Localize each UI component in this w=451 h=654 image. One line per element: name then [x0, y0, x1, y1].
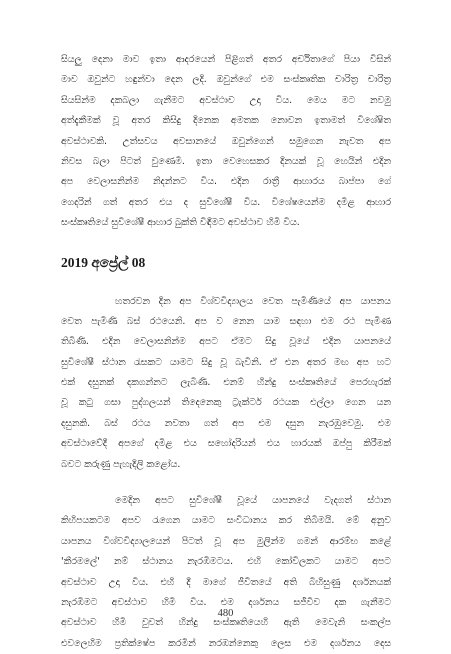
paragraph-1	[61, 50, 391, 234]
text-line: හතරවන දින අප විශ්වවිද්‍යාලය වෙත පැමිණියේ අප යාපනය	[115, 295, 391, 307]
text-line: ගෙදරින් ගත් අතර එය ද සුවිශේෂී විය. විශේෂයෙන්ම දමිළ ආහාර	[61, 196, 391, 208]
paragraph-2	[61, 292, 391, 476]
text-line: 'කීරමලේ' නම් ස්ථානය නැරඹීමටය. එහි කෝවිලකට යාමට අපට	[61, 556, 391, 568]
text-line: අවස්ථාවකි. උත්සවය අවසානයේ ඔවුන්ගෙන් සමුගෙන නැවත අප	[61, 135, 391, 147]
text-line: යාපනය විශ්වවිද්‍යාලයෙන් පිටත් වූ අප මුලින්ම ගමන් ආරම්භ කළේ	[61, 535, 391, 547]
page-content	[61, 50, 391, 654]
text-line: අවස්ථාව උදා විය. එහි දී මාගේ ජීවිතයේ අති බිහිසුණු දර්ශනයක්	[61, 576, 391, 588]
text-line: අත්දැකීමක් වූ අතර කිසිදු දිනෙක අමතක නොවන ඉතාමත් විශේෂිත	[61, 115, 391, 127]
date-heading: 2019 අප්‍රේල් 08	[61, 254, 146, 270]
text-line: වෙත පැමිණි බස් රථයෙනි. අප ව නෙන යාම සඳහා එම රථ පැමිණ	[61, 315, 391, 327]
paragraph-3	[61, 491, 391, 654]
text-line: නැරඹීමට අවස්ථාව හිමි විය. එම දර්ශනය සජීවීව දක ගැනීමට	[61, 596, 391, 608]
text-line: දසුනකි. බස් රථය නවතා ගත් අප එම දසුන නැරඹුවෙමු. එම	[61, 417, 391, 429]
text-line: සියසින්ම දකබලා ගැනීමට අවස්ථාව උදා විය. මෙය මට නවමු	[61, 94, 391, 106]
text-line: වූ කටු ගසා පුද්ගලයන් තිදෙනෙකු ට්‍රැක්ටර් රථයක එල්ලා ගෙන යන	[61, 397, 391, 409]
text-line: කිහිපයකටම අපව රැගෙන යාමට සංවිධානය කර තිබීමයි. මේ අනුව	[61, 515, 391, 527]
text-line: තිබිණි. එදින වෙලාසනින්ම අපට ඒමට සිදු වූයේ එදින යාපනයේ	[61, 336, 391, 348]
text-line: එවලෙහිම ප්‍රතික්ෂේප කරමින් නරඹන්නෙකු ලෙස එම දර්ශනය දෙස	[61, 637, 391, 649]
text-line: බවට කරුණු පැහැදිලි කළෝය.	[61, 458, 181, 470]
text-line: අවස්ථාව හිමි වුවත් හින්දු සංස්කෘතියෙහි ඇති මෙවැනි සංකල්ප	[61, 617, 391, 629]
text-line: මෙදින අපට සුවිශේෂී වූයේ යාපනයේ වැදගත් ස්ථාන	[115, 495, 391, 507]
text-line: සුවිශේෂී ස්ථාන රැසකට යාමට සිදු වූ බැවිනි. ඒ එන අතර මඟ අප හට	[61, 356, 391, 368]
page-number: 480	[217, 608, 234, 619]
text-line: අප වෙලාසනින්ම නිදන්නට විය. එදින රාත්‍රී ආහාරය බාප්පා ගේ	[61, 176, 391, 188]
text-line: එක් දසුනක් දකගන්නට ලැබිණි. එනම් හින්දු සංස්කෘතියේ පෙරහැරක්	[61, 377, 391, 389]
text-line: මාව ඔවුන්ට හඳුන්වා දෙන ලදි. ඔවුන්ගේ එම සංස්කෘතික චාරිත්‍ර චාරිත්‍ර	[61, 74, 391, 86]
text-line: නිවස බලා පිටත් වුණෙමි. ඉතා වෙහෙසකර දිනයක් වූ හෙයින් එදින	[61, 155, 391, 167]
text-line: සියලු දෙනා මාව ඉතා ආදරයෙන් පිළිගත් අතර අර්චිතාගේ පියා විසින්	[61, 54, 391, 65]
text-line: සංස්කෘතියේ සුවිශේෂී ආහාර බුක්ති විඳීමට අවස්ථාව හිමි විය.	[61, 217, 300, 229]
text-line: අවස්ථාවේදී අපගේ දමිළ එය සහෝදරියන් එය හාරයක් ඔප්පු කිරීමක්	[61, 438, 391, 450]
